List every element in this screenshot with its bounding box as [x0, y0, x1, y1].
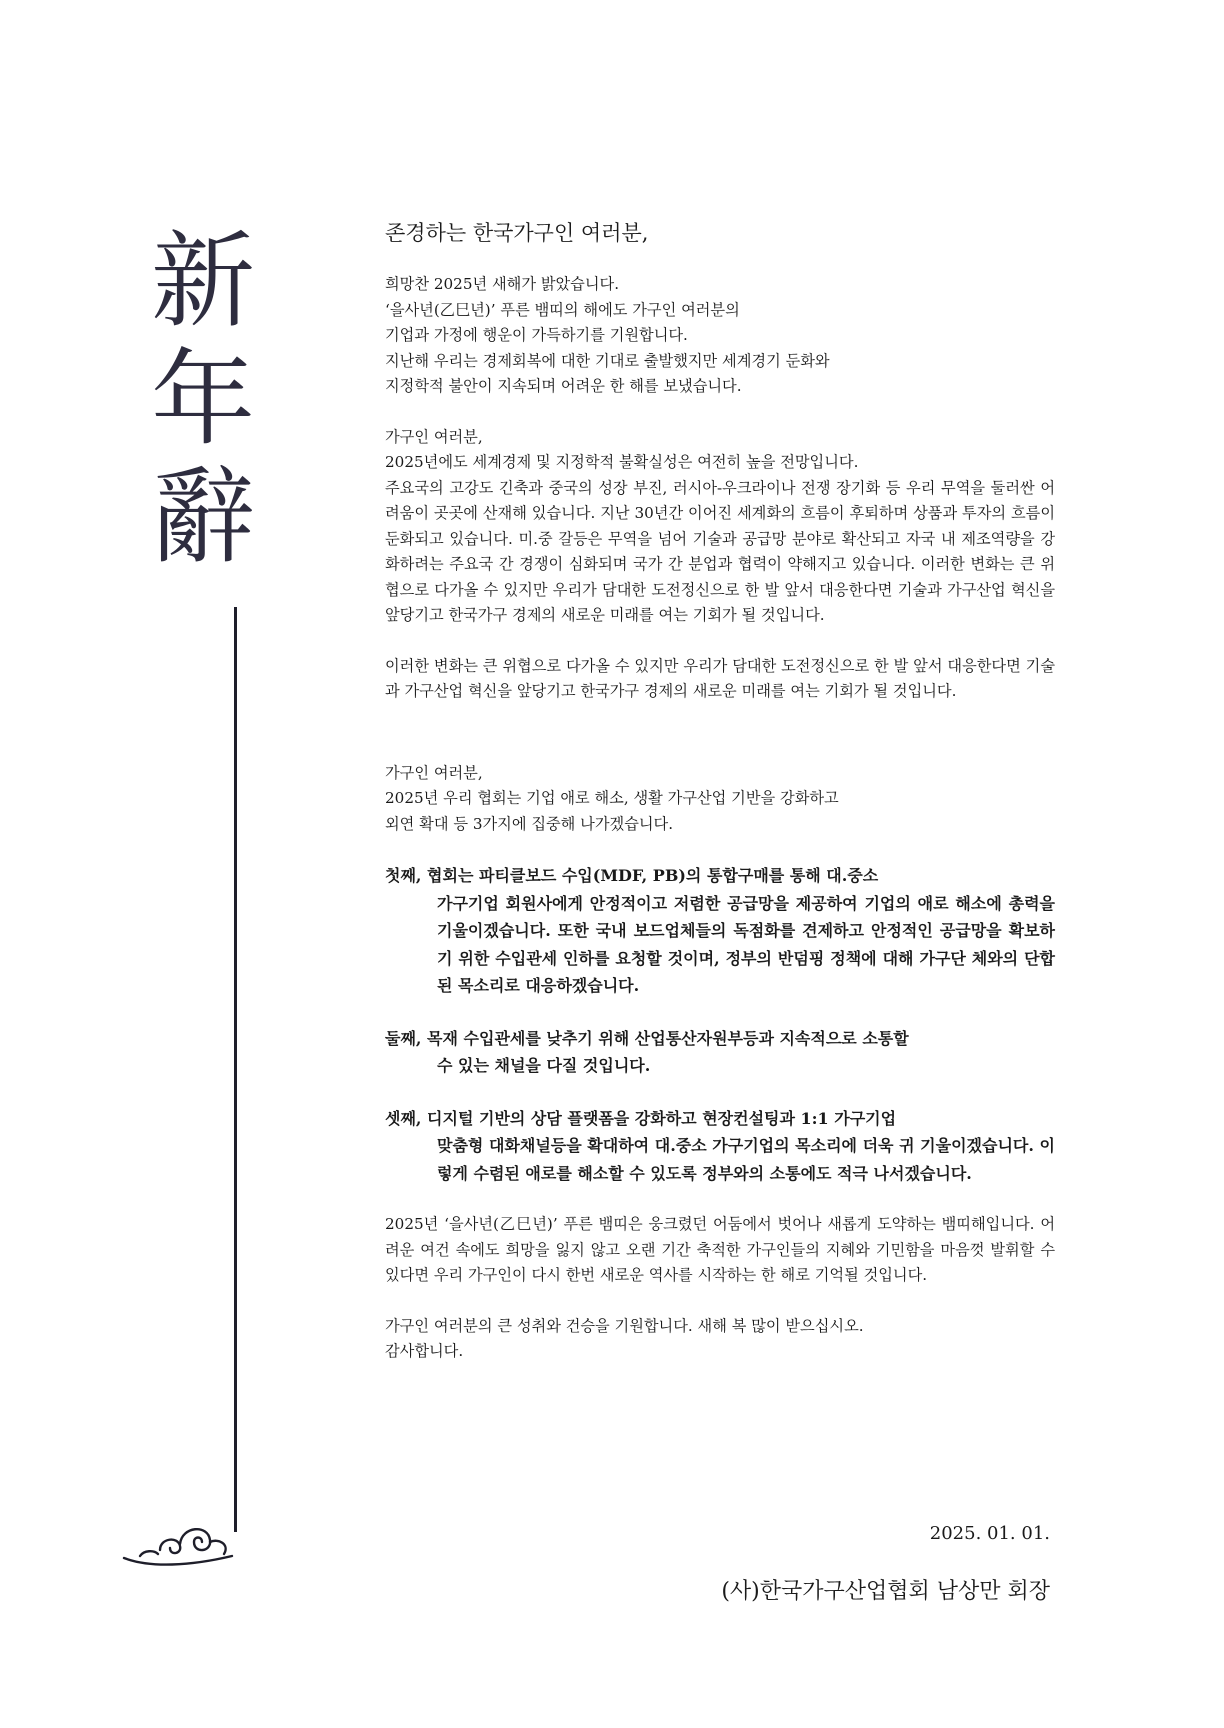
intro-line: 기업과 가정에 행운이 가득하기를 기원합니다. — [385, 326, 688, 344]
plan-item-2 — [385, 1025, 1055, 1080]
section2-body: 주요국의 고강도 긴축과 중국의 성장 부진, 러시아-우크라이나 전쟁 장기화 등 우리 무역을 둘러싼 어려움이 곳곳에 산재해 있습니다. 지난 30년간 이어진 세계화의 흐름이 후퇴하며 상품과 투자의 흐름이 둔화되고 있습니다. 미.중 갈등은 무역을 넘어 기술과 공급망 분야로 확산되고 자국 내 제조역량을 강화하려는 주요국 간 경쟁이 심화되며 국가 간 분업과 협력이 약해지고 있습니다. 이러한 변화는 큰 위협으로 다가올 수 있지만 우리가 담대한 도전정신으로 한 발 앞서 대응한다면 기술과 가구산업 혁신을 앞당기고 한국가구 경제의 새로운 미래를 여는 기회가 될 것입니다. — [385, 478, 1055, 624]
plan-item-lead: 첫째, 협회는 파티클보드 수입(MDF, PB)의 통합구매를 통해 대.중소 — [385, 866, 879, 885]
letter-date: 2025. 01. 01. — [929, 1523, 1050, 1544]
section2-line: 가구인 여러분, — [385, 427, 483, 446]
plan-item-lead: 셋째, 디지털 기반의 상담 플랫폼을 강화하고 현장컨설팅과 1:1 가구기업 — [385, 1108, 897, 1128]
plan-item-text: 수 있는 채널을 다질 것입니다. — [437, 1056, 651, 1075]
vertical-divider — [234, 607, 237, 1532]
intro-line: 희망찬 2025년 새해가 밝았습니다. — [385, 275, 620, 293]
section4-line: 2025년 우리 협회는 기업 애로 해소, 생활 가구산업 기반을 강화하고 — [385, 789, 839, 807]
intro-line: ‘을사년(乙巳년)’ 푸른 뱀띠의 해에도 가구인 여러분의 — [385, 300, 740, 319]
final-paragraph — [385, 1314, 1055, 1365]
section3-body: 이러한 변화는 큰 위협으로 다가올 수 있지만 우리가 담대한 도전정신으로 한 발 앞서 대응한다면 기술과 가구산업 혁신을 앞당기고 한국가구 경제의 새로운 미래를 여는 기회가 될 것입니다. — [385, 656, 1055, 700]
plan-item-text: 가구기업 회원사에게 안정적이고 저렴한 공급망을 제공하여 기업의 애로 해소에 총력을 기울이겠습니다. 또한 국내 보드업체들의 독점화를 견제하고 안정적인 공급망을 확보하기 위한 수입관세 인하를 요청할 것이며, 정부의 반덤핑 정책에 대해 가구단 체와의 단합된 목소리로 대응하겠습니다. — [437, 893, 1055, 995]
title-vertical — [138, 222, 268, 576]
title-char-1: 新 — [150, 220, 255, 342]
title-char-3: 辭 — [150, 456, 255, 578]
final-line: 가구인 여러분의 큰 성취와 건승을 기원합니다. 새해 복 많이 받으십시오. — [385, 1316, 864, 1335]
section4-line: 가구인 여러분, — [385, 763, 483, 782]
intro-line: 지난해 우리는 경제회복에 대한 기대로 출발했지만 세계경기 둔화와 — [385, 351, 830, 370]
signature: (사)한국가구산업협회 남상만 회장 — [721, 1579, 1050, 1604]
salutation: 존경하는 한국가구인 여러분, — [385, 221, 649, 245]
intro-line: 지정학적 불안이 지속되며 어려운 한 해를 보냈습니다. — [385, 377, 742, 395]
cloud-ornament-icon — [120, 1512, 240, 1572]
closing-paragraph: 2025년 ‘을사년(乙巳년)’ 푸른 뱀띠은 웅크렸던 어둠에서 벗어나 새롭게 도약하는 뱀띠해입니다. 어려운 여건 속에도 희망을 잃지 않고 오랜 기간 축적한 가구인들의 지혜와 기민함을 마음껏 발휘할 수 있다면 우리 가구인이 다시 한번 새로운 역사를 시작하는 한 해로 기억될 것입니다. — [385, 1215, 1055, 1284]
section4-line: 외연 확대 등 3가지에 집중해 나가겠습니다. — [385, 814, 674, 833]
plan-item-3 — [385, 1105, 1055, 1188]
section4-paragraph — [385, 761, 1055, 838]
intro-paragraph — [385, 272, 1055, 400]
section2-line: 2025년에도 세계경제 및 지정학적 불확실성은 여전히 높을 전망입니다. — [385, 453, 859, 471]
plan-item-lead: 둘째, 목재 수입관세를 낮추기 위해 산업통산자원부등과 지속적으로 소통할 — [385, 1028, 909, 1048]
plan-item-1 — [385, 862, 1055, 1000]
letter-body — [385, 218, 1055, 1365]
title-char-2: 年 — [150, 338, 255, 460]
final-line: 감사합니다. — [385, 1342, 464, 1360]
section2-heading — [385, 425, 1055, 476]
plan-item-text: 맞춤형 대화채널등을 확대하여 대.중소 가구기업의 목소리에 더욱 귀 기울이겠습니다. 이렇게 수렴된 애로를 해소할 수 있도록 정부와의 소통에도 적극 나서겠습니다. — [437, 1136, 1055, 1183]
